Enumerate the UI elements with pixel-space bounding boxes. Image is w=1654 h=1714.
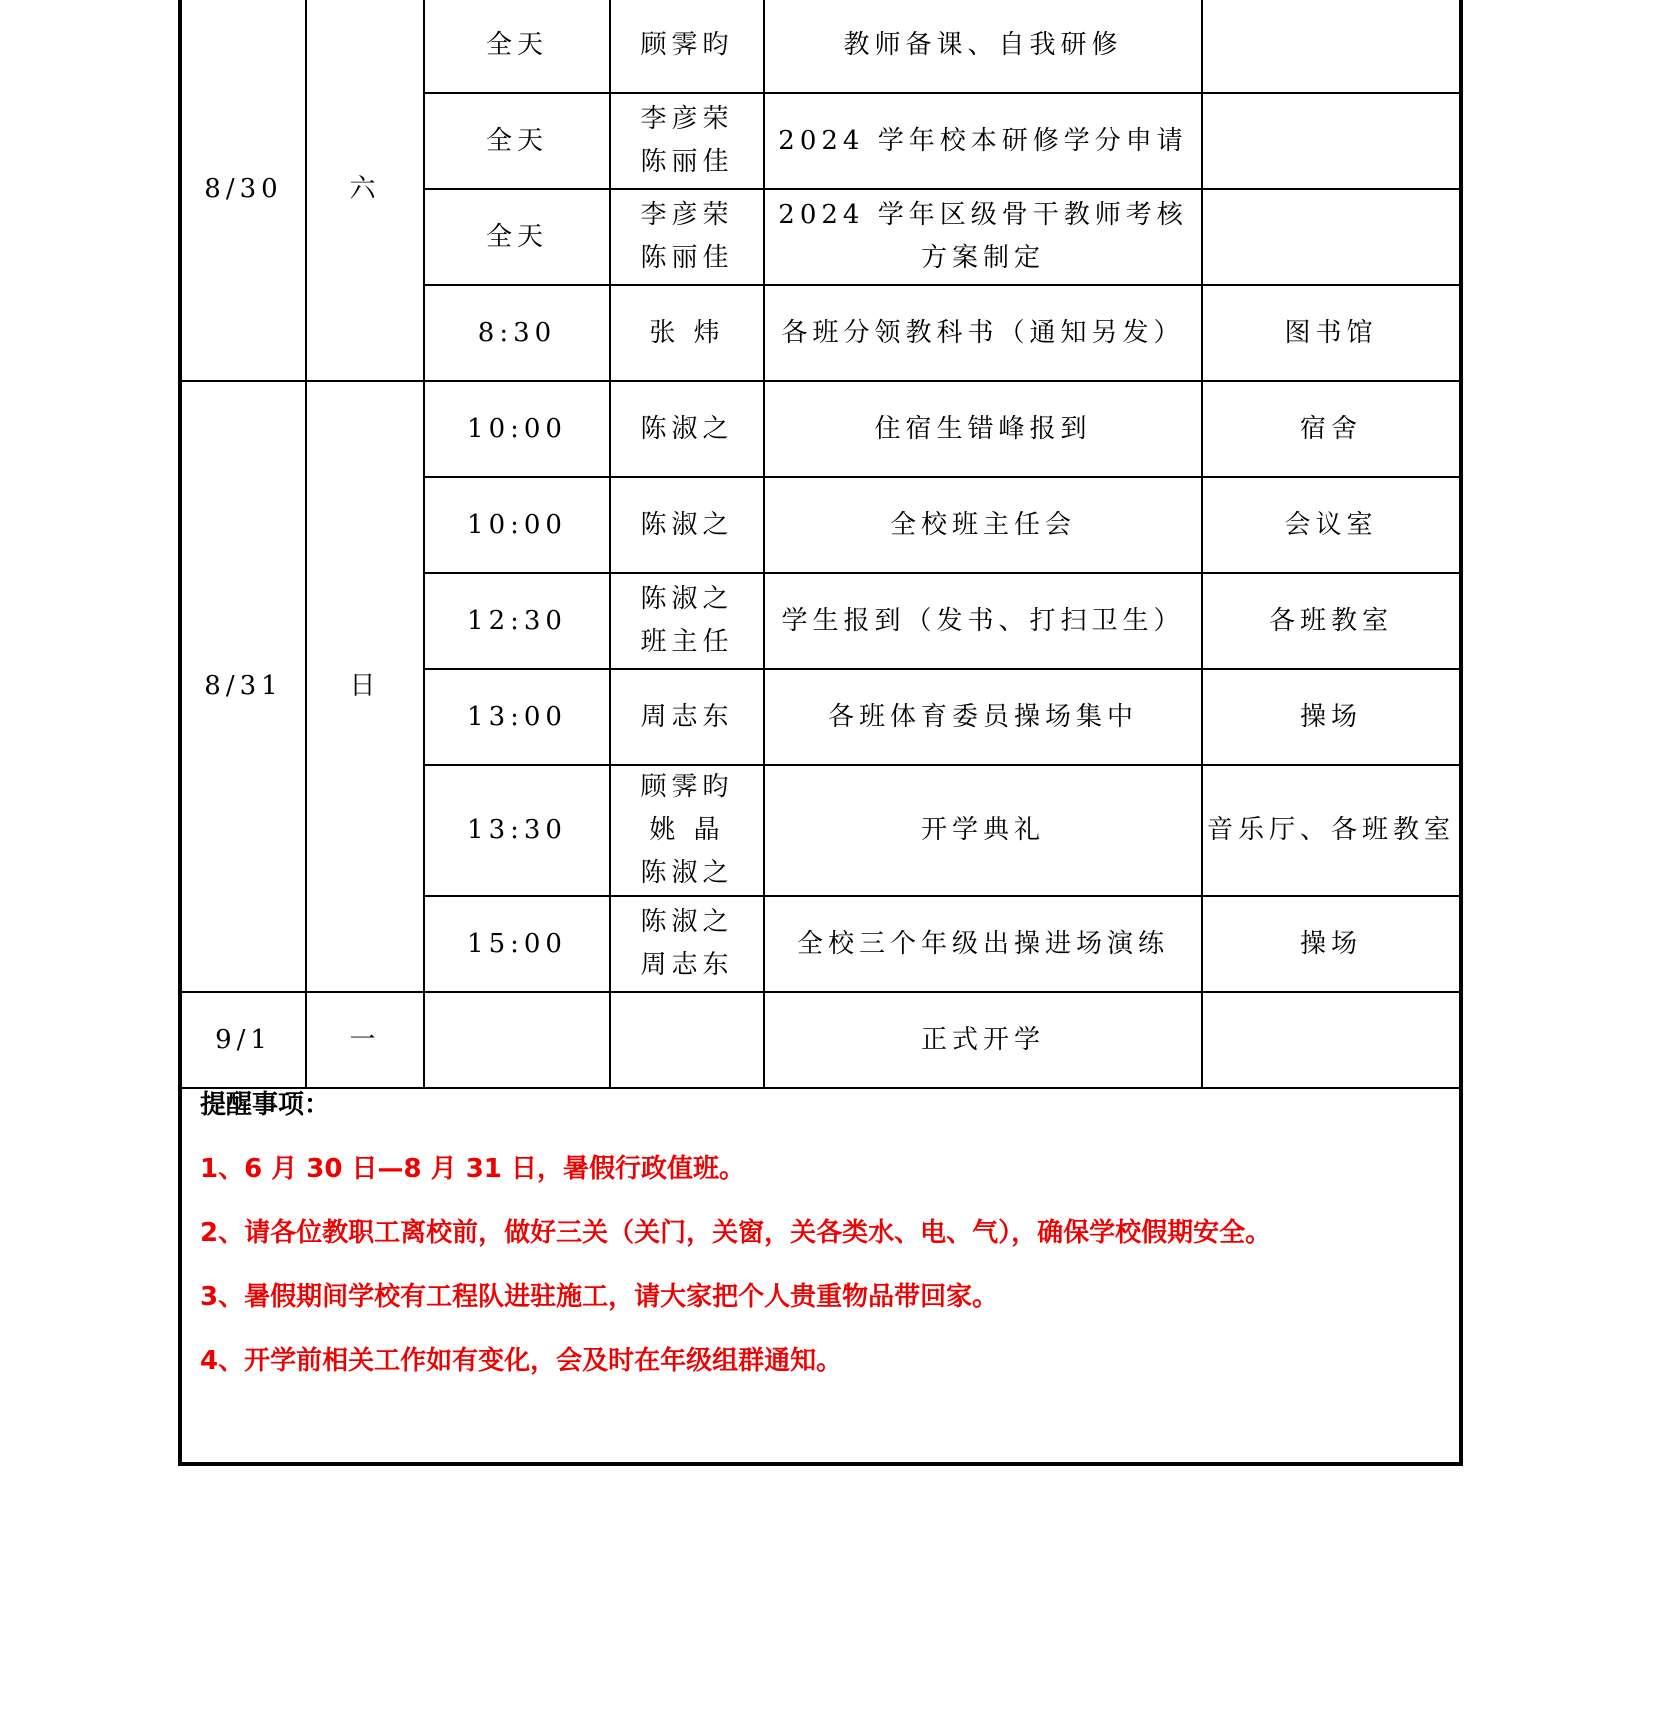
weekday-cell: 一 [306, 992, 424, 1088]
task-cell: 2024 学年校本研修学分申请 [764, 93, 1202, 189]
reminder-item: 1、6 月 30 日—8 月 31 日，暑假行政值班。 [200, 1154, 745, 1184]
time-cell: 全天 [424, 0, 610, 93]
person-cell: 陈淑之 [610, 381, 764, 477]
task-cell: 各班体育委员操场集中 [764, 669, 1202, 765]
reminder-item: 4、开学前相关工作如有变化，会及时在年级组群通知。 [200, 1346, 843, 1376]
time-cell: 10:00 [424, 381, 610, 477]
person-cell: 周志东 [610, 669, 764, 765]
time-cell: 12:30 [424, 573, 610, 669]
task-cell: 全校班主任会 [764, 477, 1202, 573]
place-cell [1202, 93, 1459, 189]
time-cell: 全天 [424, 189, 610, 285]
weekday-cell: 六 [306, 0, 424, 381]
time-cell: 8:30 [424, 285, 610, 381]
person-cell: 顾霁昀 [610, 0, 764, 93]
place-cell [1202, 189, 1459, 285]
place-cell: 图书馆 [1202, 285, 1459, 381]
place-cell: 操场 [1202, 669, 1459, 765]
date-cell: 9/1 [182, 992, 306, 1088]
place-cell: 宿舍 [1202, 381, 1459, 477]
table-row [182, 381, 1459, 477]
table-row [182, 0, 1459, 93]
person-cell: 李彦荣 陈丽佳 [610, 189, 764, 285]
table-row [182, 992, 1459, 1088]
reminders-heading: 提醒事项： [200, 1090, 331, 1120]
weekday-cell: 日 [306, 381, 424, 992]
task-cell: 各班分领教科书（通知另发） [764, 285, 1202, 381]
place-cell: 会议室 [1202, 477, 1459, 573]
place-cell: 各班教室 [1202, 573, 1459, 669]
person-cell [610, 992, 764, 1088]
time-cell: 全天 [424, 93, 610, 189]
person-cell: 顾霁昀 姚 晶 陈淑之 [610, 765, 764, 896]
date-cell: 8/30 [182, 0, 306, 381]
date-cell: 8/31 [182, 381, 306, 992]
place-cell: 操场 [1202, 896, 1459, 992]
schedule-document [178, 0, 1463, 1466]
schedule-table [182, 0, 1459, 1089]
task-cell: 学生报到（发书、打扫卫生） [764, 573, 1202, 669]
person-cell: 陈淑之 班主任 [610, 573, 764, 669]
reminder-item: 2、请各位教职工离校前，做好三关（关门，关窗，关各类水、电、气），确保学校假期安全。 [200, 1218, 1272, 1248]
person-cell: 陈淑之 周志东 [610, 896, 764, 992]
task-cell: 全校三个年级出操进场演练 [764, 896, 1202, 992]
place-cell [1202, 992, 1459, 1088]
person-cell: 陈淑之 [610, 477, 764, 573]
person-cell: 李彦荣 陈丽佳 [610, 93, 764, 189]
task-cell: 住宿生错峰报到 [764, 381, 1202, 477]
place-cell: 音乐厅、各班教室 [1202, 765, 1459, 896]
time-cell: 13:00 [424, 669, 610, 765]
person-cell: 张 炜 [610, 285, 764, 381]
reminder-item: 3、暑假期间学校有工程队进驻施工，请大家把个人贵重物品带回家。 [200, 1282, 999, 1312]
time-cell: 13:30 [424, 765, 610, 896]
task-cell: 教师备课、自我研修 [764, 0, 1202, 93]
time-cell: 10:00 [424, 477, 610, 573]
time-cell [424, 992, 610, 1088]
task-cell: 2024 学年区级骨干教师考核 方案制定 [764, 189, 1202, 285]
place-cell [1202, 0, 1459, 93]
task-cell: 开学典礼 [764, 765, 1202, 896]
reminders-section [200, 1084, 1440, 1382]
task-cell: 正式开学 [764, 992, 1202, 1088]
time-cell: 15:00 [424, 896, 610, 992]
